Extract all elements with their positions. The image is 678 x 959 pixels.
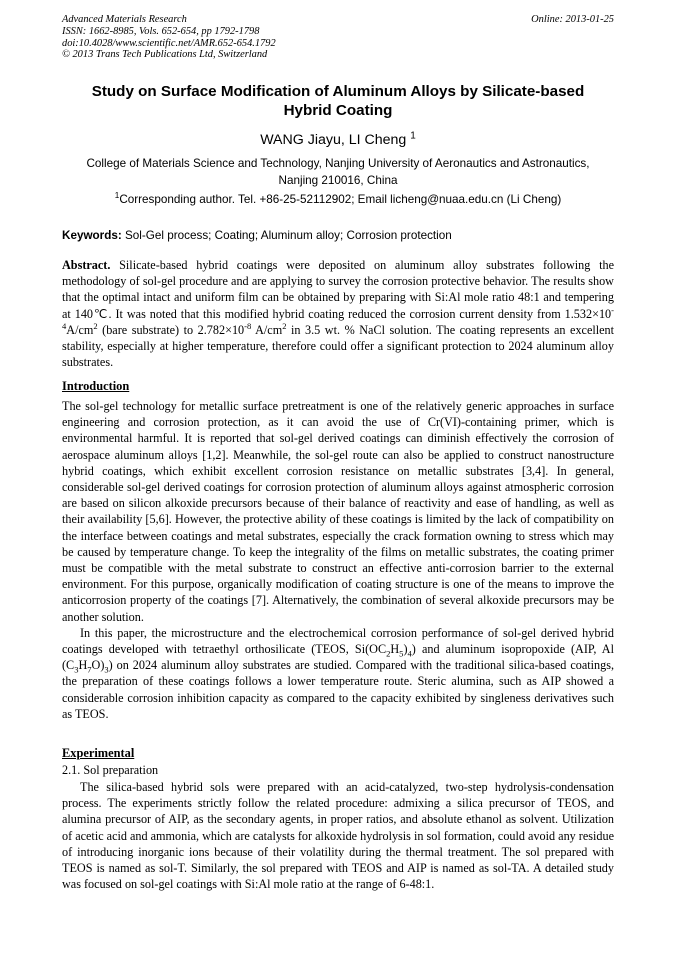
intro-text: In this paper, the microstructure and the electrochemical corrosion performance of sol-gel derived hybrid coatings developed with tetraethyl orthosilicate (TEOS, Si(OC <box>62 625 614 657</box>
intro-text: H <box>78 658 88 673</box>
copyright-line: © 2013 Trans Tech Publications Ltd, Switzerland <box>62 49 268 61</box>
title-line-1: Study on Surface Modification of Aluminum Alloys by Silicate-based <box>91 83 585 100</box>
author-names: WANG Jiayu, LI Cheng <box>260 132 407 148</box>
introduction-heading: Introduction <box>62 379 130 393</box>
intro-text: O) <box>91 658 105 673</box>
abstract-label: Abstract. <box>62 258 111 272</box>
experimental-heading: Experimental <box>62 746 135 760</box>
abstract-sup: -4 <box>62 304 614 331</box>
intro-sub: 3 <box>104 664 109 675</box>
issn-line: ISSN: 1662-8985, Vols. 652-654, pp 1792-1798 <box>62 25 260 37</box>
keywords-label: Keywords: <box>62 229 122 242</box>
journal-name: Advanced Materials Research <box>62 14 187 25</box>
abstract-text: (bare substrate) to 2.782×10 <box>97 322 245 337</box>
intro-sub: 4 <box>407 648 412 659</box>
affiliation-line-2: Nanjing 210016, China <box>278 173 398 187</box>
author-affiliation-mark: 1 <box>410 130 416 142</box>
abstract-text: A/cm <box>66 322 94 337</box>
online-date: Online: 2013-01-25 <box>531 14 614 25</box>
intro-sub: 3 <box>74 664 79 675</box>
introduction-paragraph-1: The sol-gel technology for metallic surface pretreatment is one of the relatively generic approaches in surface engineering and corrosion protection, as it can avoid the use of Cr(VI)-containing primer, which is environmental harmful. It is reported that sol-gel derived coatings can diminish effectively the corrosion of aerospace aluminum alloys [1,2]. Meanwhile, the sol-gel route can also be applied to construct nanostructure hybrid coatings, which exhibit excellent corrosion resistance on metallic substrates [3,4]. In general, considerable sol-gel derived coatings for corrosion protection of aluminum alloys against atmospheric corrosion are based on silicon alkoxide precursors because of their balance of reactivity and ease of handling, as well as their availability [5,6]. However, the protective ability of these coatings is limited by the lack of compatibility on the interface between coatings and metal substrates, especially the crack formation owning to stress which may be caused by temperature change. To keep the integrality of the films on metallic substrates, the coating primer must be compatible with the metal substrate to construct an effective anti-corrosion barrier to the external environment. For this purpose, organically modification of coating structure is one of the means to improve the anticorrosion property of the coatings [7]. Alternatively, the combination of several alkoxide precursors may be another solution. <box>62 399 614 624</box>
introduction-body <box>62 398 614 722</box>
author-list <box>62 131 614 149</box>
affiliation-line-1: College of Materials Science and Technology, Nanjing University of Aeronautics and Astronautics, <box>86 157 590 170</box>
abstract-sup: -8 <box>244 320 252 331</box>
corresponding-author <box>62 192 614 208</box>
intro-sub: 2 <box>386 648 391 659</box>
experimental-body <box>62 779 614 892</box>
intro-sub: 7 <box>87 664 92 675</box>
intro-text: ) and aluminum isopropoxide (AIP, Al (C <box>62 642 614 673</box>
keywords <box>62 228 614 244</box>
abstract-sup: 2 <box>282 320 287 331</box>
corresponding-text: Corresponding author. Tel. +86-25-52112902; Email licheng@nuaa.edu.cn (Li Cheng) <box>119 193 562 206</box>
abstract-text: A/cm <box>251 322 283 337</box>
intro-text: H <box>390 642 400 657</box>
paper-title <box>62 82 614 120</box>
abstract <box>62 257 614 370</box>
journal-header <box>62 14 276 61</box>
intro-sub: 5 <box>399 648 404 659</box>
introduction-paragraph-2 <box>62 625 614 722</box>
abstract-text: Silicate-based hybrid coatings were deposited on aluminum alloy substrates following the methodology of sol-gel procedure and are applying to survey the corrosion protective behavior. The results show that the optimal intact and uniform film can be obtained by preparing with Si:Al mole ratio 48:1 and tempering at 140℃. It was noted that this modified hybrid coating reduced the corrosion current density from 1.532×10 <box>62 258 614 321</box>
intro-text: ) <box>403 642 408 657</box>
intro-text: ) on 2024 aluminum alloy substrates are studied. Compared with the traditional silica-based coatings, the preparation of these coatings follows a lower temperature route. Steric alumina, such as AIP showed a considerable corrosion inhibition capacity as compared to the capacity exhibited by singleness derivatives such as TEOS. <box>62 658 614 721</box>
abstract-sup: 2 <box>93 320 98 331</box>
affiliation <box>62 156 614 189</box>
keywords-list: Sol-Gel process; Coating; Aluminum alloy; Corrosion protection <box>125 229 452 242</box>
sol-preparation-subheading: 2.1. Sol preparation <box>62 763 159 777</box>
abstract-text: in 3.5 wt. % NaCl solution. The coating represents an excellent stability, especially at higher temperature, therefore could offer a significant protection to 2024 aluminum alloy substrates. <box>62 322 615 370</box>
experimental-paragraph-1: The silica-based hybrid sols were prepared with an acid-catalyzed, two-step hydrolysis-condensation process. The experiments strictly follow the related procedure: admixing a silica precursor of TEOS, and alumina precursor of AIP, as the secondary agents, in proper ratios, and absolute ethanol as solvent. Utilization of acetic acid and ammonia, which are catalysts for alkoxide hydrolysis in sol formation, could avoid any residue of introducing inorganic ions because of their volatility during the thermal treatment. The sol prepared with TEOS is named as sol-T. Similarly, the sol prepared with TEOS and AIP is named as sol-TA. A detailed study was focused on sol-gel coatings with Si:Al mole ratio at the range of 6-48:1. <box>62 780 614 892</box>
corresponding-mark: 1 <box>114 191 120 201</box>
doi-line: doi:10.4028/www.scientific.net/AMR.652-654.1792 <box>62 37 276 49</box>
title-line-2: Hybrid Coating <box>283 102 393 119</box>
